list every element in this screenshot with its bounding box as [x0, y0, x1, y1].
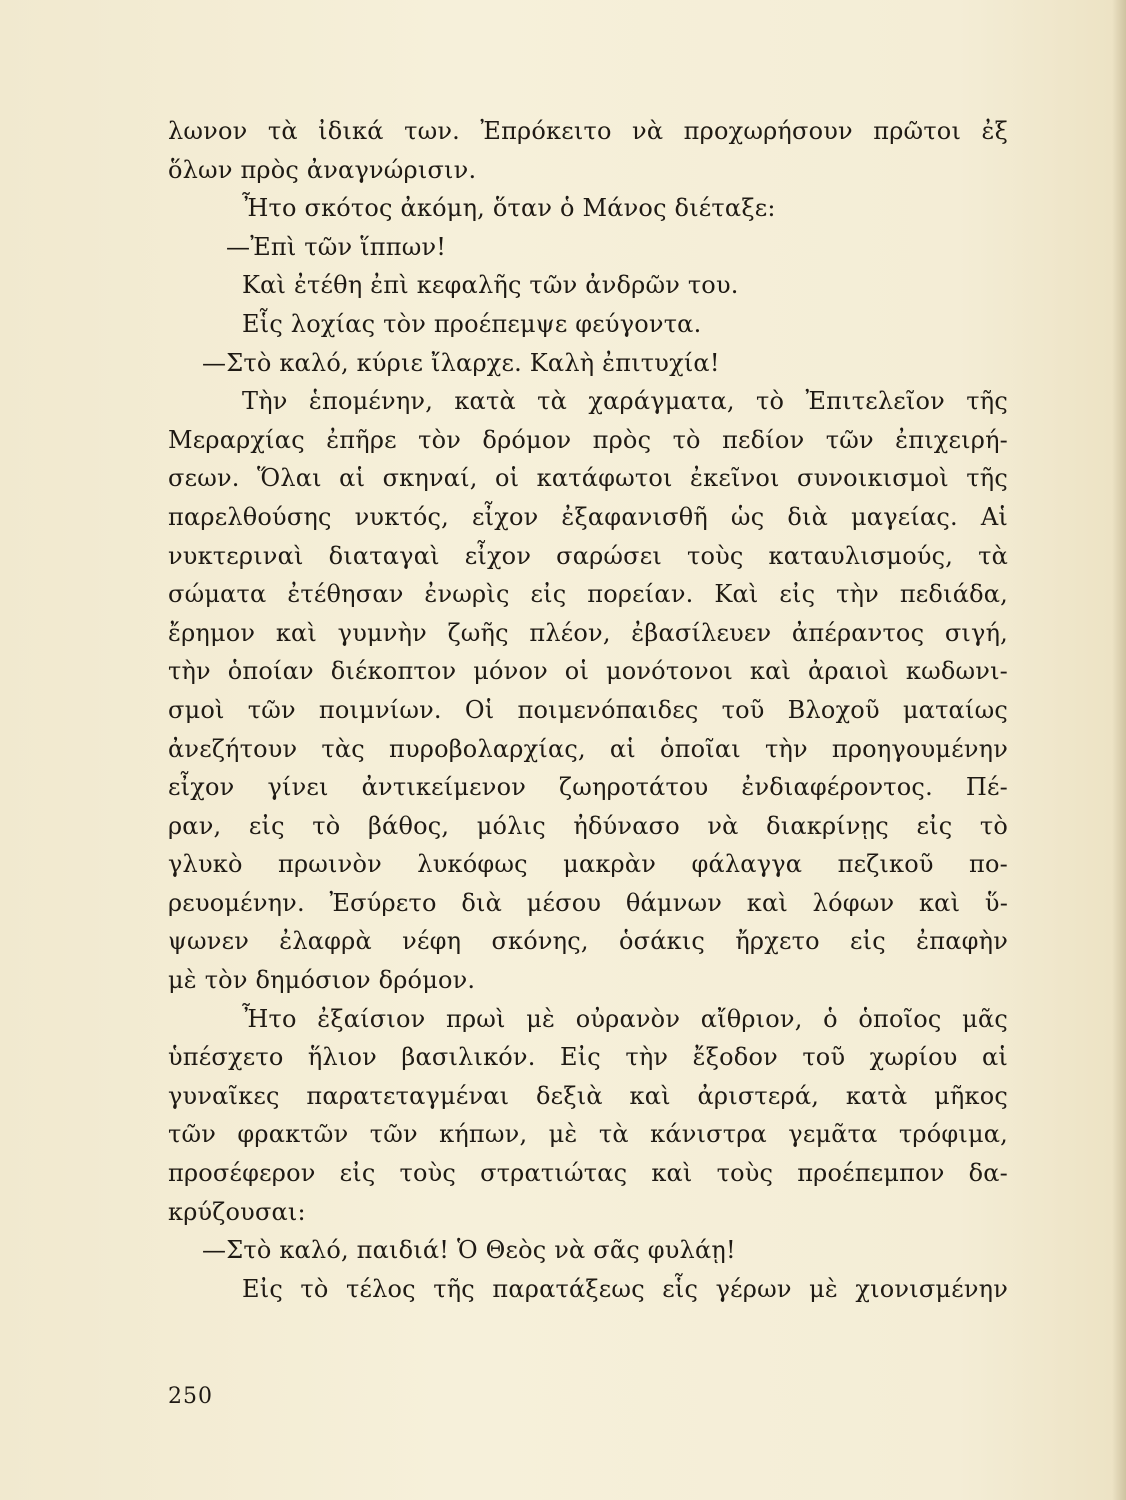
body-text — [168, 112, 1008, 1308]
text-line: Ἦτο ἐξαίσιον πρωὶ μὲ οὐρανὸν αἴθριον, ὁ ὁποῖος μᾶς — [242, 1004, 1008, 1033]
text-line: κρύζουσαι: — [168, 1197, 306, 1226]
dialog-line: —Ἐπὶ τῶν ἵππων! — [226, 232, 447, 261]
text-line: ρευομένην. Ἐσύρετο διὰ μέσου θάμνων καὶ λόφων καὶ ὕ- — [168, 888, 1008, 917]
text-line: σεων. Ὅλαι αἱ σκηναί, οἱ κατάφωτοι ἐκεῖνοι συνοικισμοὶ τῆς — [168, 464, 1008, 493]
text-line: ὑπέσχετο ἥλιον βασιλικόν. Εἰς τὴν ἔξοδον τοῦ χωρίου αἱ — [168, 1043, 1008, 1072]
dialog-line: —Στὸ καλό, κύριε ἴλαρχε. Καλὴ ἐπιτυχία! — [202, 348, 720, 377]
text-line: γυναῖκες παρατεταγμέναι δεξιὰ καὶ ἀριστερά, κατὰ μῆκος — [168, 1081, 1008, 1110]
text-line: νυκτεριναὶ διαταγαὶ εἶχον σαρώσει τοὺς καταυλισμούς, τὰ — [168, 541, 1008, 570]
text-line: γλυκὸ πρωινὸν λυκόφως μακρὰν φάλαγγα πεζικοῦ πο- — [168, 850, 1008, 879]
text-line: Εἰς τὸ τέλος τῆς παρατάξεως εἷς γέρων μὲ χιονισμένην — [242, 1274, 1008, 1303]
text-line: τῶν φρακτῶν τῶν κήπων, μὲ τὰ κάνιστρα γεμᾶτα τρόφιμα, — [168, 1120, 1008, 1149]
text-line: Καὶ ἐτέθη ἐπὶ κεφαλῆς τῶν ἀνδρῶν του. — [242, 271, 739, 300]
text-line: ἀνεζήτουν τὰς πυροβολαρχίας, αἱ ὁποῖαι τὴν προηγουμένην — [168, 734, 1008, 763]
text-line: λωνον τὰ ἰδικά των. Ἐπρόκειτο νὰ προχωρήσουν πρῶτοι ἐξ — [168, 117, 1008, 145]
page-edge-shadow — [1112, 0, 1126, 1500]
text-line: Ἦτο σκότος ἀκόμη, ὅταν ὁ Μάνος διέταξε: — [242, 194, 776, 223]
text-line: σμοὶ τῶν ποιμνίων. Οἱ ποιμενόπαιδες τοῦ Βλοχοῦ ματαίως — [168, 695, 1008, 724]
text-line: προσέφερον εἰς τοὺς στρατιώτας καὶ τοὺς προέπεμπον δα- — [168, 1159, 1008, 1188]
text-line: ἔρημον καὶ γυμνὴν ζωῆς πλέον, ἐβασίλευεν ἀπέραντος σιγή, — [168, 618, 1008, 647]
text-line: Μεραρχίας ἐπῆρε τὸν δρόμον πρὸς τὸ πεδίον τῶν ἐπιχειρή- — [168, 425, 1008, 454]
text-line: μὲ τὸν δημόσιον δρόμον. — [168, 966, 476, 995]
text-line: ραν, εἰς τὸ βάθος, μόλις ἠδύνασο νὰ διακρίνῃς εἰς τὸ — [168, 811, 1008, 840]
text-line: Εἷς λοχίας τὸν προέπεμψε φεύγοντα. — [242, 309, 702, 338]
page-number: 250 — [168, 1384, 213, 1409]
text-line: εἶχον γίνει ἀντικείμενον ζωηροτάτου ἐνδιαφέροντος. Πέ- — [168, 773, 1008, 802]
dialog-line: —Στὸ καλό, παιδιά! Ὁ Θεὸς νὰ σᾶς φυλάῃ! — [202, 1236, 736, 1265]
text-line: Τὴν ἑπομένην, κατὰ τὰ χαράγματα, τὸ Ἐπιτελεῖον τῆς — [242, 387, 1008, 416]
text-line: ψωνεν ἐλαφρὰ νέφη σκόνης, ὁσάκις ἤρχετο εἰς ἐπαφὴν — [168, 927, 1008, 956]
text-line: τὴν ὁποίαν διέκοπτον μόνον οἱ μονότονοι καὶ ἀραιοὶ κωδωνι- — [168, 657, 1008, 686]
text-line: ὅλων πρὸς ἀναγνώρισιν. — [168, 155, 477, 184]
text-line: σώματα ἐτέθησαν ἐνωρὶς εἰς πορείαν. Καὶ εἰς τὴν πεδιάδα, — [168, 580, 1008, 609]
text-line: παρελθούσης νυκτός, εἶχον ἐξαφανισθῆ ὡς διὰ μαγείας. Αἱ — [168, 502, 1008, 531]
